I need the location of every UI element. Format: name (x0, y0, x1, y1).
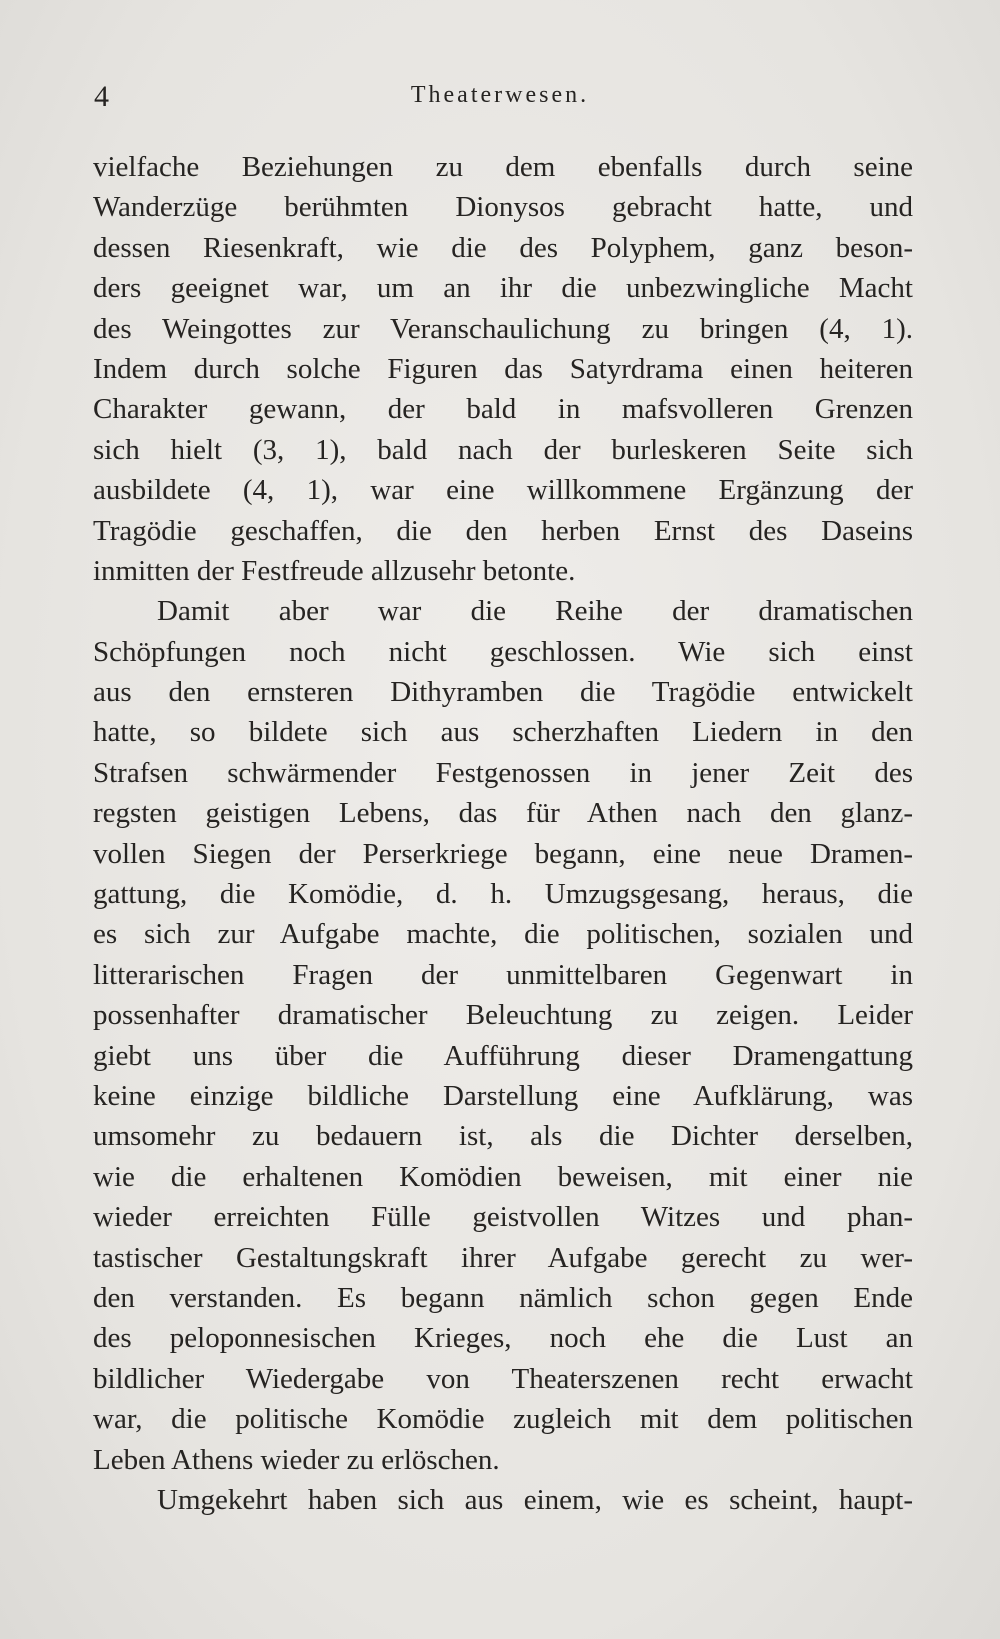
text-line: Indem durch solche Figuren das Satyrdrama einen heiteren (93, 352, 913, 385)
text-line: inmitten der Festfreude allzusehr betonte. (93, 554, 576, 587)
text-line: litterarischen Fragen der unmittelbaren Gegenwart in (93, 958, 913, 991)
text-line: wie die erhaltenen Komödien beweisen, mit einer nie (93, 1160, 913, 1193)
page-number: 4 (94, 80, 109, 113)
text-line: bildlicher Wiedergabe von Theaterszenen recht erwacht (93, 1362, 913, 1395)
text-line: gattung, die Komödie, d. h. Umzugsgesang, heraus, die (93, 878, 913, 911)
text-line: des Weingottes zur Veranschaulichung zu bringen (4, 1). (93, 312, 913, 345)
text-line: ausbildete (4, 1), war eine willkommene Ergänzung der (93, 474, 913, 507)
text-line: aus den ernsteren Dithyramben die Tragödie entwickelt (93, 676, 913, 709)
text-line: Strafsen schwärmender Festgenossen in jener Zeit des (93, 756, 913, 789)
text-line: Tragödie geschaffen, die den herben Ernst des Daseins (93, 514, 913, 547)
text-line: ders geeignet war, um an ihr die unbezwingliche Macht (93, 272, 913, 305)
text-line: dessen Riesenkraft, wie die des Polyphem, ganz beson- (93, 231, 913, 264)
text-line: des peloponnesischen Krieges, noch ehe die Lust an (93, 1322, 913, 1355)
text-line: vielfache Beziehungen zu dem ebenfalls durch seine (93, 151, 913, 183)
text-line: tastischer Gestaltungskraft ihrer Aufgabe gerecht zu wer- (93, 1241, 913, 1274)
text-line: sich hielt (3, 1), bald nach der burleskeren Seite sich (93, 433, 913, 466)
text-line: keine einzige bildliche Darstellung eine Aufklärung, was (93, 1079, 913, 1112)
text-line: es sich zur Aufgabe machte, die politischen, sozialen und (93, 918, 913, 951)
text-line: Damit aber war die Reihe der dramatischen (157, 595, 913, 628)
text-line: den verstanden. Es begann nämlich schon gegen Ende (93, 1281, 913, 1314)
running-title: Theaterwesen. (410, 82, 590, 108)
running-head (94, 78, 906, 112)
text-line: Wanderzüge berühmten Dionysos gebracht hatte, und (93, 191, 913, 224)
text-line: umsomehr zu bedauern ist, als die Dichter derselben, (93, 1120, 913, 1153)
text-line: Umgekehrt haben sich aus einem, wie es scheint, haupt- (157, 1483, 913, 1516)
text-line: wieder erreichten Fülle geistvollen Witzes und phan- (93, 1201, 913, 1234)
text-line: possenhafter dramatischer Beleuchtung zu zeigen. Leider (93, 999, 913, 1032)
text-line: Charakter gewann, der bald in mafsvolleren Grenzen (93, 393, 913, 426)
text-line: vollen Siegen der Perserkriege begann, eine neue Dramen- (93, 837, 913, 870)
text-line: giebt uns über die Aufführung dieser Dramengattung (93, 1039, 913, 1072)
text-line: Leben Athens wieder zu erlöschen. (93, 1443, 500, 1476)
body-text (93, 147, 913, 1520)
text-line: regsten geistigen Lebens, das für Athen nach den glanz- (93, 797, 913, 830)
text-line: Schöpfungen noch nicht geschlossen. Wie sich einst (93, 635, 913, 668)
text-line: war, die politische Komödie zugleich mit dem politischen (93, 1403, 913, 1436)
text-line: hatte, so bildete sich aus scherzhaften Liedern in den (93, 716, 913, 749)
